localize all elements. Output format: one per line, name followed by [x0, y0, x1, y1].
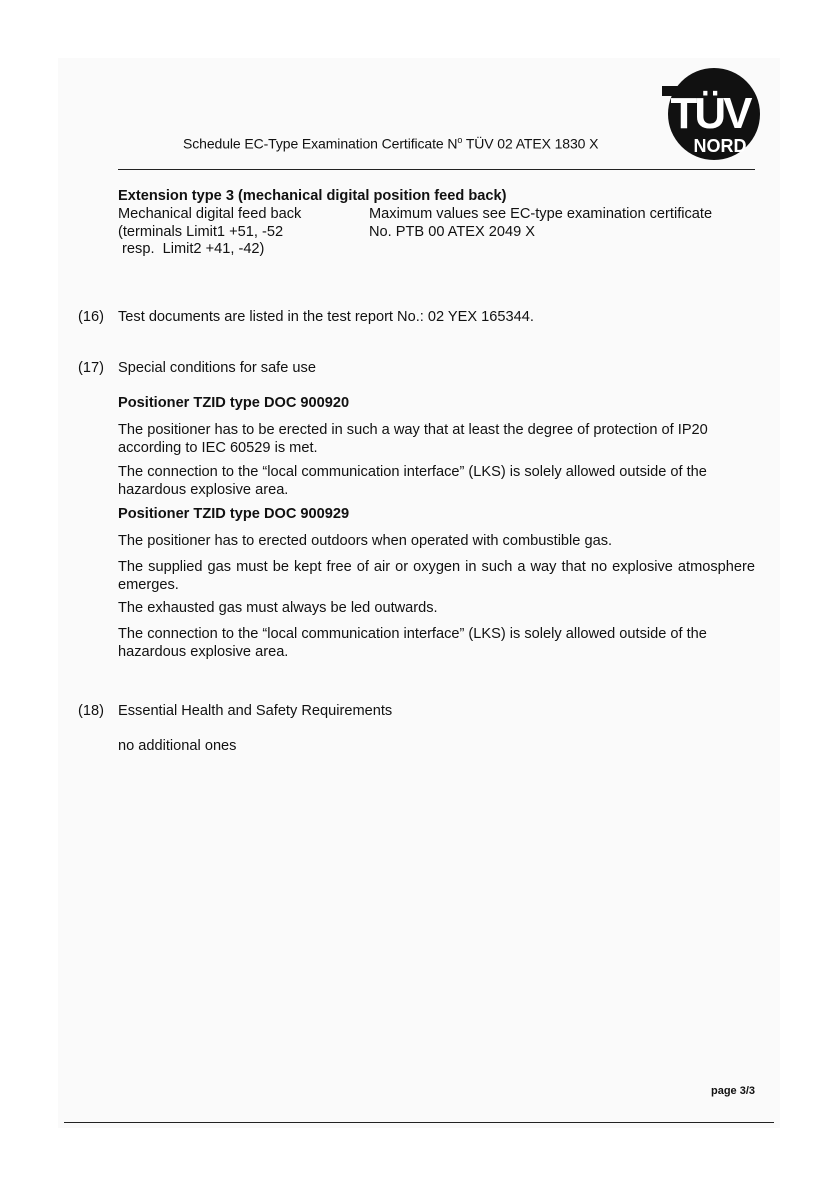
positioner-900929-heading: Positioner TZID type DOC 900929: [118, 506, 350, 522]
positioner-900920-heading: Positioner TZID type DOC 900920: [118, 395, 350, 411]
extension-right-line-1: Maximum values see EC-type examination certificate: [369, 206, 713, 222]
positioner-900920-para-2: The connection to the “local communication interface” (LKS) is solely allowed outside of the hazardous explosive area.: [118, 464, 707, 498]
section-18-number: (18): [78, 703, 104, 719]
page-number: page 3/3: [711, 1085, 756, 1097]
section-16-text: Test documents are listed in the test report No.: 02 YEX 165344.: [118, 309, 534, 325]
extension-left-line-3: resp. Limit2 +41, -42): [118, 241, 265, 257]
section-16-number: (16): [78, 309, 104, 325]
logo-top-text: TÜV: [670, 89, 750, 138]
logo-bottom-text: NORD: [693, 136, 747, 156]
footer-divider: [64, 1122, 774, 1123]
page-title: Schedule EC-Type Examination Certificate $N^o$ TÜV 02 ATEX 1830 X: [183, 135, 599, 152]
section-18-title: Essential Health and Safety Requirements: [118, 703, 393, 719]
positioner-900929-para-3: The exhausted gas must always be led outwards.: [118, 600, 438, 616]
tuv-nord-logo: [660, 68, 764, 164]
extension-heading: Extension type 3 (mechanical digital position feed back): [118, 188, 507, 204]
positioner-900929-para-2: The supplied gas must be kept free of air or oxygen in such a way that no explosive atmosphere emerges.: [118, 559, 755, 593]
extension-left-line-2: (terminals Limit1 +51, -52: [118, 224, 284, 240]
extension-left-line-1: Mechanical digital feed back: [118, 206, 302, 222]
section-17-title: Special conditions for safe use: [118, 360, 316, 376]
positioner-900920-para-1: The positioner has to be erected in such a way that at least the degree of protection of IP20 according to IEC 60529 is met.: [118, 422, 708, 456]
section-17-number: (17): [78, 360, 104, 376]
positioner-900929-para-1: The positioner has to erected outdoors when operated with combustible gas.: [118, 533, 613, 549]
extension-right-line-2: No. PTB 00 ATEX 2049 X: [369, 224, 536, 240]
header-divider: [118, 169, 755, 170]
positioner-900929-para-4: The connection to the “local communication interface” (LKS) is solely allowed outside of the hazardous explosive area.: [118, 626, 707, 660]
section-18-text: no additional ones: [118, 738, 237, 754]
